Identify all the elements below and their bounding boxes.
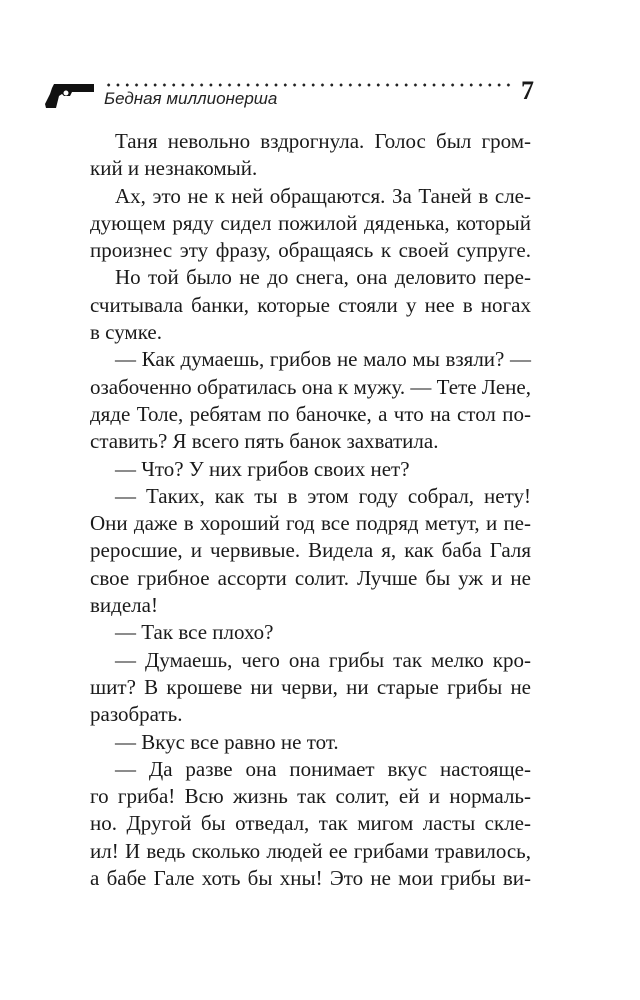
text-line: — Да разве она понимает вкус настояще- xyxy=(115,756,531,781)
text-line: видела! xyxy=(90,593,158,618)
text-line: — Думаешь, чего она грибы так мелко кро- xyxy=(115,647,531,672)
text-line: произнес эту фразу, обращаясь к своей супруге. xyxy=(90,238,531,263)
text-line: разобрать. xyxy=(90,702,183,727)
text-line: Они даже в хороший год все подряд метут, и пе- xyxy=(90,511,531,536)
page-number: 7 xyxy=(521,76,534,105)
text-line: Ах, это не к ней обращаются. За Таней в сле- xyxy=(115,183,531,208)
text-line: считывала банки, которые стояли у нее в ногах xyxy=(90,292,531,317)
text-line: — Так все плохо? xyxy=(115,620,274,645)
text-line: го гриба! Всю жизнь так солит, ей и нормаль- xyxy=(90,784,531,809)
text-line: кий и незнакомый. xyxy=(90,156,258,181)
text-line: ставить? Я всего пять банок захватила. xyxy=(90,429,439,454)
text-line: дяде Толе, ребятам по баночке, а что на стол по- xyxy=(90,401,531,426)
text-line: дующем ряду сидел пожилой дяденька, который xyxy=(90,210,531,235)
text-line: реросшие, и червивые. Видела я, как баба Галя xyxy=(90,538,531,563)
text-line: Таня невольно вздрогнула. Голос был гром- xyxy=(115,129,531,153)
text-line: — Вкус все равно не тот. xyxy=(115,729,339,754)
text-line: ил! И ведь сколько людей ее грибами травилось, xyxy=(90,838,531,863)
text-line: в сумке. xyxy=(90,320,162,345)
text-line: озабоченно обратилась она к мужу. — Тете Лене, xyxy=(90,374,531,399)
text-line: свое грибное ассорти солит. Лучше бы уж и не xyxy=(90,565,531,590)
text-line: а бабе Гале хоть бы хны! Это не мои грибы ви- xyxy=(90,866,531,891)
text-line: шит? В крошеве ни черви, ни старые грибы не xyxy=(90,674,531,699)
dotted-rule xyxy=(104,82,514,88)
text-line: но. Другой бы отведал, так мигом ласты скле- xyxy=(90,811,531,836)
text-line: Но той было не до снега, она деловито пере- xyxy=(115,265,531,290)
text-line: — Что? У них грибов своих нет? xyxy=(115,456,410,481)
body-text xyxy=(90,128,531,892)
revolver-icon xyxy=(44,80,96,110)
book-title: Бедная миллионерша xyxy=(104,89,278,108)
text-line: — Как думаешь, грибов не мало мы взяли? — xyxy=(115,347,531,372)
text-line: — Таких, как ты в этом году собрал, нету! xyxy=(115,483,531,508)
running-header xyxy=(44,78,534,118)
